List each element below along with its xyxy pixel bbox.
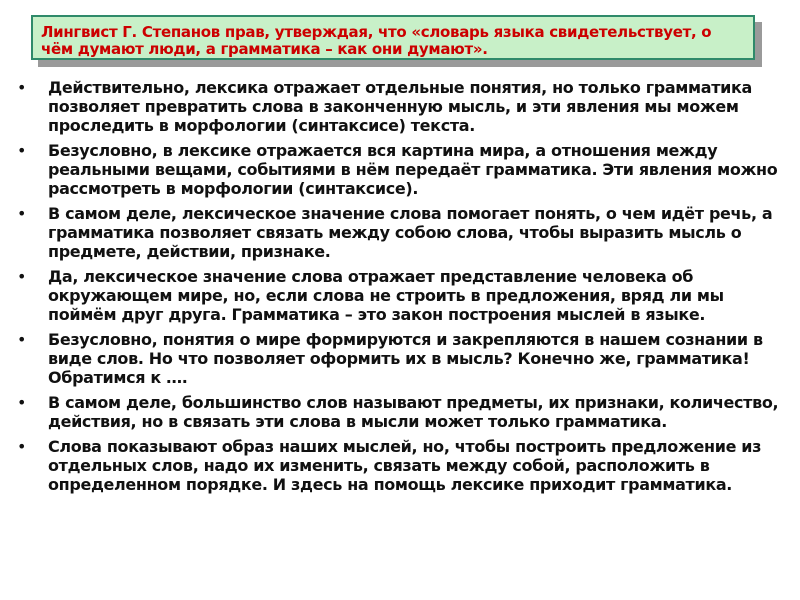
list-item xyxy=(0,267,800,324)
list-item-text: Безусловно, в лексике отражается вся картина мира, а отношения между реальными вещами, событиями в нём передаёт грамматика. Эти явления можно рассмотреть в морфологии (синтаксисе). xyxy=(48,141,778,198)
list-item-text: В самом деле, лексическое значение слова помогает понять, о чем идёт речь, а грамматика позволяет связать между собою слова, чтобы выразить мысль о предмете, действии, признаке. xyxy=(48,204,773,261)
bullet-icon: • xyxy=(17,393,27,412)
list-item-text: В самом деле, большинство слов называют предметы, их признаки, количество, действия, но в связать эти слова в мысли может только грамматика. xyxy=(48,393,779,431)
list-item xyxy=(0,78,800,135)
bullet-icon: • xyxy=(17,267,27,286)
bullet-icon: • xyxy=(17,78,27,97)
list-item-text: Безусловно, понятия о мире формируются и закрепляются в нашем сознании в виде слов. Но что позволяет оформить их в мысль? Конечно же, грамматика! Обратимся к …. xyxy=(48,330,763,387)
list-item xyxy=(0,437,800,494)
list-item xyxy=(0,330,800,387)
bullet-icon: • xyxy=(17,437,27,456)
list-item-text: Слова показывают образ наших мыслей, но, чтобы построить предложение из отдельных слов, надо их изменить, связать между собой, расположить в определенном порядке. И здесь на помощь лексике приходит грамматика. xyxy=(48,437,762,494)
quote-text: Лингвист Г. Степанов прав, утверждая, что «словарь языка свидетельствует, о чём думают люди, а грамматика – как они думают». xyxy=(41,23,712,58)
bullet-icon: • xyxy=(17,330,27,349)
list-item xyxy=(0,393,800,431)
statement-list xyxy=(0,78,800,500)
list-item xyxy=(0,204,800,261)
bullet-icon: • xyxy=(17,141,27,160)
list-item-text: Да, лексическое значение слова отражает представление человека об окружающем мире, но, если слова не строить в предложения, вряд ли мы поймём друг друга. Грамматика – это закон построения мыслей в языке. xyxy=(48,267,724,324)
list-item-text: Действительно, лексика отражает отдельные понятия, но только грамматика позволяет превратить слова в законченную мысль, и эти явления мы можем проследить в морфологии (синтаксисе) текста. xyxy=(48,78,752,135)
bullet-icon: • xyxy=(17,204,27,223)
list-item xyxy=(0,141,800,198)
quote-box xyxy=(31,15,755,60)
